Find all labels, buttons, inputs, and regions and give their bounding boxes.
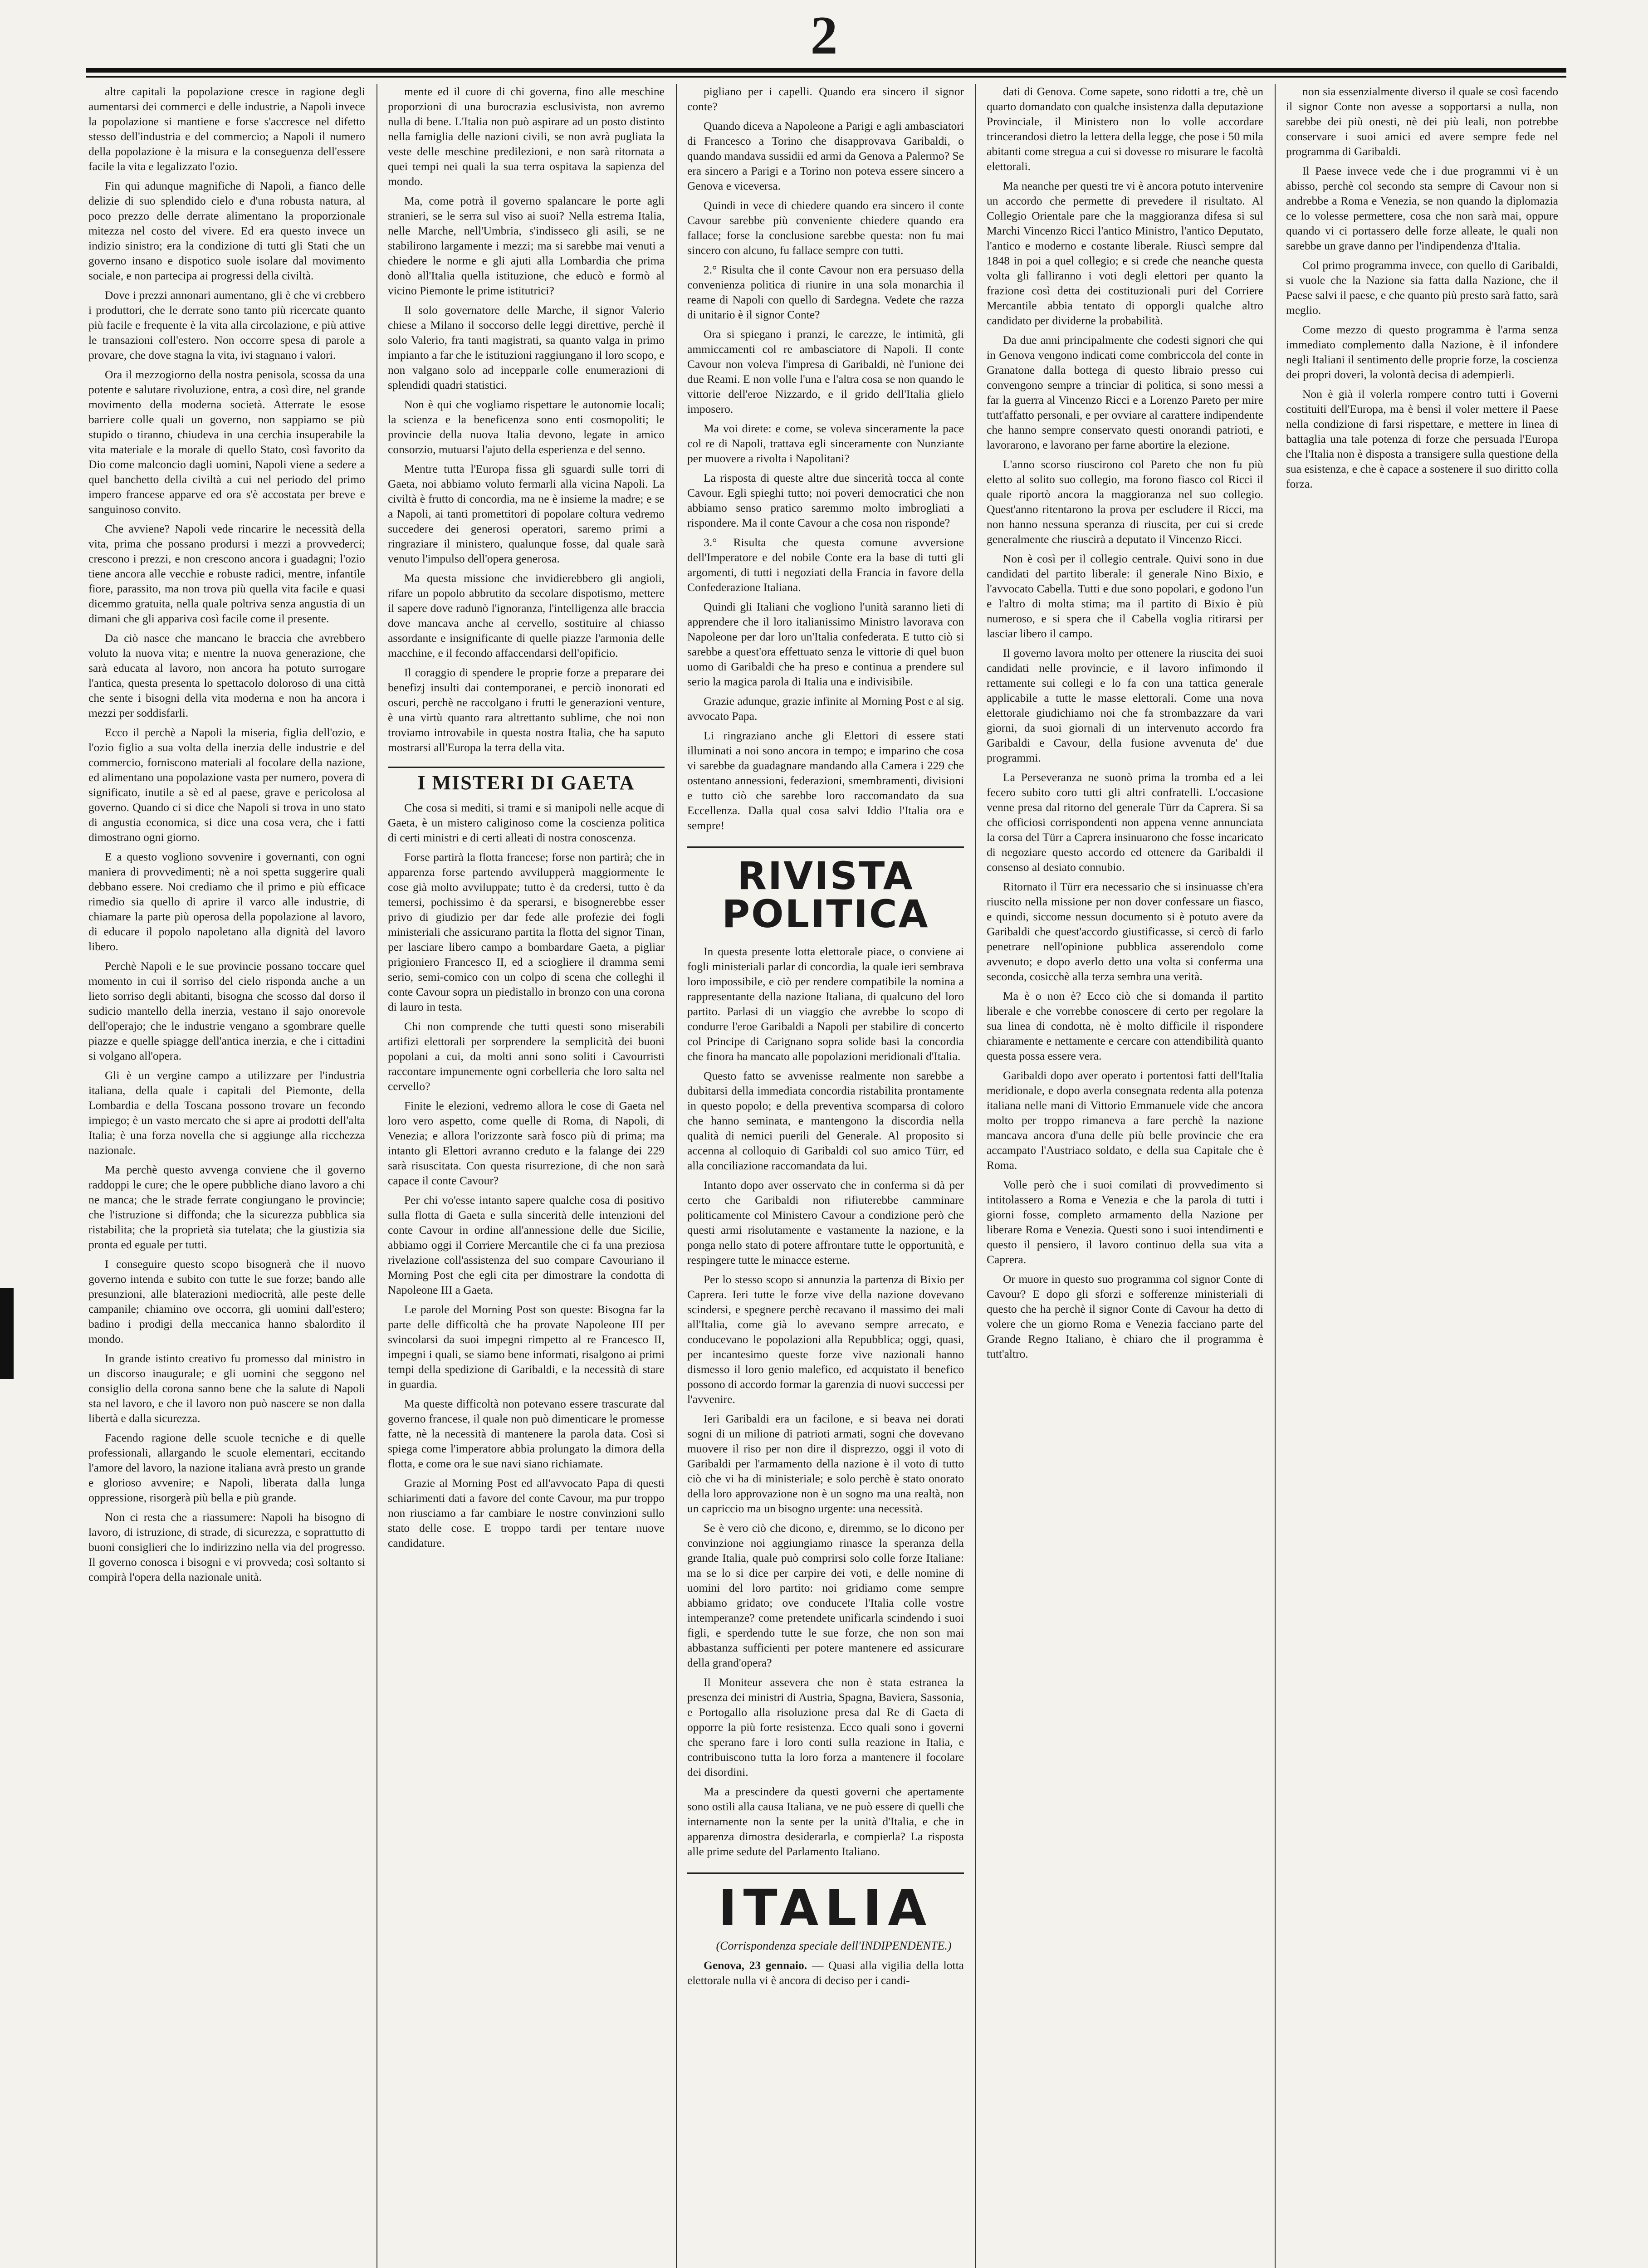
paragraph: Quindi gli Italiani che vogliono l'unità saranno lieti di apprendere che il loro italianissimo Ministro lavorava con Napoleone per dar loro un'Italia confederata. E tutto ciò si sarebbe a quest'ora effettuato senza le vittorie di quel buon uomo di Garibaldi che ha preso e continua a prendere sul serio la magica parola di Italia una e indivisibile.: [687, 600, 964, 688]
correspondence-subtitle: (Corrispondenza speciale dell'INDIPENDENTE.): [716, 1939, 952, 1952]
paragraph: Forse partirà la flotta francese; forse non partirà; che in apparenza forse partendo avvilupperà maggiormente le cose già molto avviluppate; tutto è da credersi, tutto è da temersi, pochissimo è da sperarsi, e bisognerebbe esser privo di giudizio per dar fede alle profezie dei fogli ministeriali che assicurano partita la flotta del signor Tinan, per lasciare libero campo a bombardare Gaeta, a pigliar prigioniero Francesco II, ed a sciogliere il dramma semi serio, semi-comico con un colpo di scena che colleghi il conte Cavour sopra un piedistallo in bronzo con una corona di lauro in testa.: [388, 850, 665, 1013]
paragraph: Facendo ragione delle scuole tecniche e di quelle professionali, allargando le scuole elementari, eccitando l'amore del lavoro, la nazione italiana avrà presto un grande e glorioso avvenire; e Napoli, liberata dalla lunga oppressione, risorgerà più bella e più grande.: [88, 1431, 365, 1504]
paragraph: Ma è o non è? Ecco ciò che si domanda il partito liberale e che vorrebbe conoscere di certo per regolare la sua linea di condotta, nè è molto difficile il rispondere chiaramente e nettamente e cercare con attendibilità quanto questa possa essere vera.: [987, 989, 1263, 1062]
header-rule: [86, 68, 1566, 73]
column-3: [687, 84, 964, 2268]
paragraph: Ieri Garibaldi era un facilone, e si beava nei dorati sogni di un milione di patrioti armati, sogni che dovevano muovere il riso per non dire il disprezzo, oggi il voto di Garibaldi per l'armamento della nazione è il voto di tutto ciò che vi ha di ministeriale; e solo perchè è stato onorato della loro approvazione non è un sogno ma una realtà, non un capriccio ma un bisogno urgente: una necessità.: [687, 1412, 964, 1515]
paragraph: Il coraggio di spendere le proprie forze a preparare dei benefizj insulti dai contemporanei, e perciò inonorati ed oscuri, perchè ne raccolgano i frutti le generazioni venture, è una virtù quanto rara altrettanto sublime, che noi non troviamo introvabile in questa nostra Italia, che ha saputo mostrarsi all'Europa la terra della vita.: [388, 666, 665, 754]
paragraph: Il Moniteur assevera che non è stata estranea la presenza dei ministri di Austria, Spagna, Baviera, Sassonia, e Portogallo alla risoluzione presa dal Re di Gaeta di opporre la più forte resistenza. Ecco quali sono i governi che sperano fare i loro conti sulla reazione in Italia, e contribuiscono tutta la loro forza a mantenere il focolare dei disordini.: [687, 1676, 964, 1779]
paragraph: Grazie adunque, grazie infinite al Morning Post e al sig. avvocato Papa.: [687, 694, 964, 723]
section-heading-misteri: I MISTERI DI GAETA: [388, 767, 665, 790]
paragraph: Volle però che i suoi comilati di provvedimento si intitolassero a Roma e Venezia e che la parola di tutti i giorni fosse, completo armamento della Nazione per liberare Roma e Venezia. Questi sono i suoi intendimenti e questo il pensiero, il lavoro continuo della sua vita a Caprera.: [987, 1178, 1263, 1266]
paragraph: Ora si spiegano i pranzi, le carezze, le intimità, gli ammiccamenti col re ambasciatore di Napoli. Il conte Cavour non voleva l'impresa di Garibaldi, nè l'unione dei due Reami. E non volle l'una e l'altra cosa se non quando le vittorie dell'eroe Nizzardo, e il grido dell'Italia glielo imposero.: [687, 327, 964, 415]
paragraph: Che avviene? Napoli vede rincarire le necessità della vita, prima che possano prodursi i mezzi a provvederci; crescono i prezzi, e non crescono ancora i guadagni; l'ozio tiene ancora alle vecchie e robuste radici, mentre, infantile fiore, parassito, ma non trova più quella vita facile e quasi dicemmo gratuita, nella quale poltriva senza angustia di un dimani che gli appariva così facile come il presente.: [88, 522, 365, 625]
paragraph: Per chi vo'esse intanto sapere qualche cosa di positivo sulla flotta di Gaeta e sulla sincerità delle intenzioni del conte Cavour in ordine all'annessione delle due Sicilie, abbiamo oggi il Corriere Mercantile che ci fa una preziosa rivelazione coll'assistenza del suo compare Cavouriano il Morning Post che egli cita per dimostrare la condotta di Napoleone III a Gaeta.: [388, 1193, 665, 1296]
paragraph: Li ringraziano anche gli Elettori di essere stati illuminati a noi sono ancora in tempo; e imparino che cosa vi sarebbe da guadagnare mandando alla Camera i 229 che ostentano annessioni, federazioni, smembramenti, divisioni e tutto ciò che sarebbe loro raccomandato da sua Eccellenza. Dalla qual cosa salvi Iddio l'Italia ora e sempre!: [687, 729, 964, 832]
paragraph: Le parole del Morning Post son queste: Bisogna far la parte delle difficoltà che ha provate Napoleone III per svincolarsi da suoi impegni rimpetto al re Francesco II, impegni i quali, se siamo bene informati, risalgono ai primi tempi della spedizione di Garibaldi, e la necessità di stare in guardia.: [388, 1303, 665, 1391]
paragraph: Ma, come potrà il governo spalancare le porte agli stranieri, se le serra sul viso ai suoi? Nella estrema Italia, nelle Marche, nell'Umbria, s'indisseco gli asili, se ne stabilirono largamente i mezzi; ma si sarebbe mai venuti a chiedere le norme e gli ajuti alla Lombardia che prima donò all'Italia quella istituzione, che educò e formò al vicino Piemonte le prime istitutrici?: [388, 194, 665, 297]
paragraph: In questa presente lotta elettorale piace, o conviene ai fogli ministeriali parlar di concordia, la quale ieri sembrava loro impossibile, e ciò per rendere compatibile la nomina a rappresentante della nazione Italiana, di qualcuno del loro partito. Parlasi di un viaggio che avrebbe lo scopo di condurre l'eroe Garibaldi a Napoli per stabilire di concerto col Principe di Carignano sopra solide basi la concordia che finora ha mancato alle popolazioni meridionali d'Italia.: [687, 945, 964, 1063]
column-separator: [1275, 84, 1276, 2268]
paragraph: Ora il mezzogiorno della nostra penisola, scossa da una potente e salutare rivoluzione, entra, a così dire, nel grande movimento della moderna società. Atterrate le esose barriere colle quali un governo, non sappiamo se più stupido o tiranno, chiudeva in una cerchia insuperabile la vita materiale e la morale di quello Stato, così favorito da Dio come malconcio dagli uomini, Napoli viene a sedere a quel banchetto della civiltà a cui nel periodo del primo impero francese apparve ed ora s'è accostata per breve e sanguinoso convito.: [88, 368, 365, 516]
section-heading-rivista: RIVISTA POLITICA: [687, 846, 964, 933]
paragraph: Il solo governatore delle Marche, il signor Valerio chiese a Milano il soccorso delle leggi direttive, perchè il solo Valerio, fra tanti magistrati, sa quanto valga in primo impianto a far che le istituzioni raggiungano il loro scopo, e non valgano solo ad incepparle colle enumerazioni di splendidi quadri statistici.: [388, 303, 665, 391]
column-separator: [975, 84, 976, 2268]
paragraph: Non è qui che vogliamo rispettare le autonomie locali; la scienza e la beneficenza sono enti cosmopoliti; le provincie della nuova Italia devono, legate in amico consorzio, mutuarsi l'ajuto della esperienza e del senno.: [388, 398, 665, 456]
column-5: [1286, 84, 1558, 2268]
paragraph: Col primo programma invece, con quello di Garibaldi, si vuole che la Nazione sia fatta dalla Nazione, che il Paese salvi il paese, e che quanto più presto sarà fatto, sarà meglio.: [1286, 259, 1558, 317]
paragraph: Gli è un vergine campo a utilizzare per l'industria italiana, della quale i capitali del Piemonte, della Lombardia e della Toscana possono trovare un fecondo impiego; è un vasto mercato che si apre ai prodotti dell'alta Italia; è una forza novella che si aggiunge alla ricchezza nazionale.: [88, 1069, 365, 1157]
paragraph: mente ed il cuore di chi governa, fino alle meschine proporzioni di una burocrazia esclusivista, non avremo nulla di bene. L'Italia non può aspirare ad un posto distinto nella famiglia delle nazioni civili, se non avrà pugliata la veste delle meschine predilezioni, e non sarà ritornata a quei tempi nei quali la sua terra ospitava la sapienza del mondo.: [388, 85, 665, 188]
paragraph: Ma questa missione che invidierebbero gli angioli, rifare un popolo abbrutito da secolare dispotismo, mettere il sapere dove radunò l'ignoranza, l'intelligenza alle braccia dove mancava anche al cervello, sostituire al chiasso assordante e insignificante di quelle piazze l'armonia delle macchine, e il fecondo affaccendarsi dell'opificio.: [388, 572, 665, 660]
paragraph: non sia essenzialmente diverso il quale se così facendo il signor Conte non avesse a sopportarsi a nulla, non sarebbe dei più onesti, nè dei più leali, non potrebbe conservare i suoi amici ed avere sempre fede nel programma di Garibaldi.: [1286, 85, 1558, 158]
paragraph: Che cosa si mediti, si trami e si manipoli nelle acque di Gaeta, è un mistero caliginoso come la coscienza politica di certi ministri e di certi alleati di nostra conoscenza.: [388, 801, 665, 844]
paragraph: Garibaldi dopo aver operato i portentosi fatti dell'Italia meridionale, e dopo averla consegnata redenta alla potenza italiana nelle mani di Vittorio Emmanuele vide che ancora molto per troppo rimaneva a fare perchè la nazione mancava ancora d'una delle più belle provincie che era accampato l'Austriaco soldato, e della sua Capitale che è Roma.: [987, 1069, 1263, 1172]
paragraph: La risposta di queste altre due sincerità tocca al conte Cavour. Egli spieghi tutto; noi poveri democratici che non abbiamo senso pratico saremmo molto imbrogliati a rispondere. Ma il conte Cavour a che cosa non risponde?: [687, 471, 964, 529]
paragraph: I conseguire questo scopo bisognerà che il nuovo governo intenda e subito con tutte le sue forze; bando alle presunzioni, alle blaterazioni mediocrità, alle peste delle campanile; chiamino ove occorra, gli uomini dall'estero; badino i prodigi della meccanica hanno sbalordito il mondo.: [88, 1257, 365, 1345]
dateline-paragraph: Genova, 23 gennaio. — Quasi alla vigilia della lotta elettorale nulla vi è ancora di deciso per i candi-: [687, 1959, 964, 1987]
paragraph: Finite le elezioni, vedremo allora le cose di Gaeta nel loro vero aspetto, come quelle di Roma, di Napoli, di Venezia; e allora l'orizzonte sarà fosco più di prima; ma intanto gli Elettori avranno creduto e la falange dei 229 sarà risuscitata. Con questa risurrezione, di che non sarà capace il conte Cavour?: [388, 1099, 665, 1187]
paragraph: L'anno scorso riuscirono col Pareto che non fu più eletto al solito suo collegio, ma forono fiasco col Ricci il quale riportò ancora la maggioranza nel suo collegio. Quest'anno ritentarono la prova per escludere il Ricci, ma non hanno nessuna speranza di riuscita, per cui si crede generalmente che riuscirà a deputato il Vincenzo Ricci.: [987, 458, 1263, 546]
paragraph: In grande istinto creativo fu promesso dal ministro in un discorso inaugurale; e gli uomini che seggono nel consiglio della corona sanno bene che la salute di Napoli sta nel lavoro, e che il lavoro non può nascere se non dalla libertà e dalla sicurezza.: [88, 1352, 365, 1425]
paragraph: altre capitali la popolazione cresce in ragione degli aumentarsi dei commerci e delle industrie, a Napoli invece la popolazione si mantiene e forse s'accresce nel difetto stesso dell'industria e del commercio; a Napoli il numero della popolazione è la misura e la conseguenza dell'essere facile la vita e legalizzato l'ozio.: [88, 85, 365, 173]
dateline-place: Genova, 23 gennaio.: [704, 1959, 807, 1972]
paragraph: Ma voi direte: e come, se voleva sinceramente la pace col re di Napoli, trattava egli sinceramente con Nunziante per muovere a rivolta i Napolitani?: [687, 422, 964, 465]
column-2: [388, 84, 665, 2268]
page-number: 2: [810, 5, 838, 65]
paragraph: Ecco il perchè a Napoli la miseria, figlia dell'ozio, e l'ozio figlio a sua volta della inerzia delle industrie e del commercio, forniscono materiali al focolare della nazione, ed alimentano una popolazione vasta per numero, povera di significato, inutile a sè ed al paese, grave e pericolosa al governo. Quando ci si dice che Napoli si trova in uno stato di angustia economica, si dice una cosa vera, che i fatti dimostrano ogni giorno.: [88, 726, 365, 844]
paragraph: Il governo lavora molto per ottenere la riuscita dei suoi candidati nelle provincie, e il lavoro infimondo il rettamente sui collegi e lo fa con una tattica generale applicabile a tutte le masse elettorali. Come una nova elettorale giudichiamo noi che fa strombazzare da vari giorni, da suoi giornali di un intervenuto accordo fra Garibaldi e Cavour, della fusione avvenuta de' due programmi.: [987, 646, 1263, 764]
paragraph: Non è così per il collegio centrale. Quivi sono in due candidati del partito liberale: il generale Nino Bixio, e l'avvocato Cabella. Tutti e due sono popolari, e godono l'un e l'altro di molta stima; ma il partito di Bixio è più numeroso, e si spera che il Cabella voglia ritirarsi per lasciar libero il campo.: [987, 552, 1263, 640]
dateline-text: Quasi alla vigilia della lotta elettorale nulla vi è ancora di deciso per i candi-: [687, 1959, 964, 1987]
paragraph: 2.° Risulta che il conte Cavour non era persuaso della convenienza politica di riunire in una sola monarchia il reame di Napoli con quello di Sardegna. Vedete che razza di unitario è il signor Conte?: [687, 263, 964, 321]
column-separator: [676, 84, 677, 2268]
paragraph: 3.° Risulta che questa comune avversione dell'Imperatore e del nobile Conte era la base di tutti gli argomenti, di tutti i negoziati della Francia in favore della Confederazione Italiana.: [687, 536, 964, 594]
paragraph: Ma perchè questo avvenga conviene che il governo raddoppi le cure; che le opere pubbliche diano lavoro a chi ne manca; che le strade ferrate congiungano le provincie; che l'istruzione si diffonda; che la sicurezza pubblica sia ristabilita; che la proprietà sia tutelata; che la giustizia sia pronta ed eguale per tutti.: [88, 1163, 365, 1251]
paragraph: Ma queste difficoltà non potevano essere trascurate dal governo francese, il quale non può dimenticare le promesse fatte, nè la necessità di mantenere la parola data. Così si spiega come l'imperatore abbia prolungato la dimora della flotta, e come ora le sue navi siano richiamate.: [388, 1397, 665, 1470]
paragraph: Mentre tutta l'Europa fissa gli sguardi sulle torri di Gaeta, noi abbiamo voluto fermarli alla vicina Napoli. La civiltà è frutto di concordia, ma ne è insieme la madre; e se a Napoli, ai tanti promettitori di popolare coltura vedremo succedere dei generosi operatori, saremo primi a ringraziare il ministero, qualunque fosse, dal quale sarà venuto l'impulso dell'opera generosa.: [388, 462, 665, 565]
paragraph: Intanto dopo aver osservato che in conferma si dà per certo che Garibaldi non rifiuterebbe camminare politicamente col Ministero Cavour a condizione però che questi armi risolutamente e vastamente la nazione, e la ponga nello stato di potere affrontare tutte le opportunità, e respingere tutte le minacce esterne.: [687, 1178, 964, 1266]
paragraph: Ritornato il Türr era necessario che si insinuasse ch'era riuscito nella missione per non dover confessare un fiasco, e quindi, siccome nessun documento si è potuto avere da Garibaldi che quest'accordo giustificasse, si cercò di farlo penetrare nell'opinione pubblica asserendolo come avvenuto; e dopo averlo detto una volta si conferma una seconda, cosicchè alla terza sembra una verità.: [987, 880, 1263, 983]
paragraph: Chi non comprende che tutti questi sono miserabili artifizi elettorali per sorprendere la semplicità dei buoni popolani a cui, da molti anni sono soliti i Cavourristi raccontare impunemente ogni corbelleria che loro salta nel cervello?: [388, 1020, 665, 1093]
paragraph: Da ciò nasce che mancano le braccia che avrebbero voluto la nuova vita; e mentre la nuova generazione, che sarà educata al lavoro, non ancora ha potuto surrogare l'antica, questa presenta lo spettacolo doloroso di una città che sente i bisogni della vita moderna e non ha ancora i mezzi per soddisfarli.: [88, 631, 365, 719]
paragraph: La Perseveranza ne suonò prima la tromba ed a lei fecero subito coro tutti gli altri confratelli. L'occasione venne presa dal ritorno del generale Türr da Caprera. Si sa che officiosi corrispondenti non appena venne annunciata la corsa del Türr a Caprera insinuarono che fosse incaricato di negoziare questo accordo ed ottenere da Garibaldi il consenso al desiato connubio.: [987, 771, 1263, 874]
paragraph: Da due anni principalmente che codesti signori che qui in Genova vengono indicati come combriccola del conte in Granatone dalla bottega di questo libraio presso cui convengono sempre a trinciar di politica, si sono messi a far la guerra al Vincenzo Ricci e a Lorenzo Pareto per mire tutt'affatto personali, e per ovviare al carattere indipendente che hanno sempre conservato questi onorandi patrioti, e lavorarono, e lavorano per farne abortire la elezione.: [987, 333, 1263, 451]
paragraph: dati di Genova. Come sapete, sono ridotti a tre, chè un quarto domandato con qualche insistenza dalla deputazione Provinciale, il Ministero non lo volle accordare trincerandosi dietro la lettera della legge, che pose i 50 mila abitanti come stregua a cui si dovesse ro misurare le facoltà elettorali.: [987, 85, 1263, 173]
section-heading-italia: ITALIA: [687, 1872, 964, 1933]
paragraph: Grazie al Morning Post ed all'avvocato Papa di questi schiarimenti dati a favore del conte Cavour, ma pur troppo non riusciamo a far cambiare le nostre convinzioni sullo stato delle cose. E troppo tardi per tentare nuove candidature.: [388, 1476, 665, 1549]
paragraph: Perchè Napoli e le sue provincie possano toccare quel momento in cui il sorriso del cielo risponda anche a un lieto sorriso degli abitanti, bisogna che scosso dal dorso il sudicio mantello della inerzia, vestano il sajo onorevole dell'operajo; che le industrie vengano a sgombrare quelle piazze e quelle spiagge dell'antica inerzia, e che i cittadini si volgano all'opera.: [88, 959, 365, 1062]
paragraph: Il Paese invece vede che i due programmi vi è un abisso, perchè col secondo sta sempre di Cavour non si andrebbe a Roma e Venezia, se non quando la diplomazia ce lo volesse permettere, cosa che non sarà mai, oppure quando vi ci portassero delle forze alleate, le quali non sarebbe un grave danno per l'indipendenza d'Italia.: [1286, 164, 1558, 252]
paragraph: Se è vero ciò che dicono, e, diremmo, se lo dicono per convinzione noi aggiungiamo rinasce la speranza della grande Italia, quale può comprirsi solo colle forze Italiane: ma se lo si dice per carpire dei voti, e delle nomine di uomini del loro partito: noi gridiamo come sempre abbiamo gridato; ove conducete l'Italia colle vostre intemperanze? come pretendete unificarla scindendo i suoi figli, e sperdendo tutte le sue forze, che non son mai abbastanza sufficienti per potere mantenere ed assicurare della grand'opera?: [687, 1521, 964, 1669]
paragraph: Dove i prezzi annonari aumentano, gli è che vi crebbero i produttori, che le derrate sono tanto più ricercate quanto più facile e frequente è la vita alla circolazione, e più attive le transazioni coll'estero. Non occorre spesa di parole a provare, che dove stagna la vita, ivi stagnano i valori.: [88, 288, 365, 362]
paragraph: Ma neanche per questi tre vi è ancora potuto intervenire un accordo che permette di prevedere il risultato. Al Collegio Orientale pare che la maggioranza difesa si sul Marchi Vincenzo Ricci l'antico Ministro, l'antico Deputato, l'antico e moderno e costante liberale. Riuscì sempre dal 1848 in poi a quel collegio; e si crede che neanche questa volta gli falliranno i voti degli elettori per quanto la frazione così detta dei costituzionali puri del Corriere Mercantile abbia tentato di opporgli qualche altro candidato per dividerne la probabilità.: [987, 179, 1263, 327]
paragraph: Quando diceva a Napoleone a Parigi e agli ambasciatori di Francesco a Torino che disapprovava Garibaldi, o quando mandava sussidii ed armi da Genova a Palermo? Se era sincero a Parigi e a Torino non poteva essere sincero a Genova e viceversa.: [687, 119, 964, 192]
scan-edge-shadow: [0, 1288, 14, 1379]
paragraph: Ma a prescindere da questi governi che apertamente sono ostili alla causa Italiana, ve ne può essere di quelli che internamente non la sente per la unità d'Italia, e che in apparenza dimostra desiderarla, e compierla? La risposta alle prime sedute del Parlamento Italiano.: [687, 1785, 964, 1858]
paragraph: Or muore in questo suo programma col signor Conte di Cavour? E dopo gli sforzi e sofferenze ministeriali di questo che ha perchè il signor Conte di Cavour ha detto di volere che un giorno Roma e Venezia facciano parte del Grande Regno Italiano, è chiaro che il programma è tutt'altro.: [987, 1272, 1263, 1360]
paragraph: Per lo stesso scopo si annunzia la partenza di Bixio per Caprera. Ieri tutte le forze vive della nazione dovevano scindersi, e spegnere perchè recavano il massimo dei mali all'Italia, come già lo avevano sempre arrecato, e conducevano le popolazioni alla Repubblica; oggi, quasi, per incantesimo queste forze vive nazionali hanno dismesso il loro genio malefico, ed acquistato il benefico possono di accordo formar la garenzia di nuovi successi per l'avvenire.: [687, 1273, 964, 1406]
paragraph: Fin qui adunque magnifiche di Napoli, a fianco delle delizie di suo splendido cielo e d'una robusta natura, al poco prezzo delle derrate alimentano la proporzionale mitezza nel costo del vivere. Ed era questo invece un indizio sinistro; era la condizione di tutti gli Stati che un governo insano e dispotico suole isolare dal movimento sociale, e non partecipa ai progressi della civiltà.: [88, 179, 365, 282]
paragraph: E a questo vogliono sovvenire i governanti, con ogni maniera di provvedimenti; nè a noi spetta suggerire quali debbano essere. Noi crediamo che il primo e più efficace rimedio sia quello di aprire il varco alle industrie, di chiamare la parte più operosa della popolazione al lavoro, di educare il popolo napoletano alla dignità del lavoro libero.: [88, 850, 365, 953]
paragraph: Non è già il volerla rompere contro tutti i Governi costituiti dell'Europa, ma è bensì il voler mettere il Paese nella condizione di farsi rispettare, e mettere in linea di battaglia una tale potenza di forze che persuada l'Europa che l'Italia non è disposta a transigere sulla questione della sua esistenza, e che è capace a sostenere il suo diritto colla forza.: [1286, 387, 1558, 490]
header-rule-thin: [86, 76, 1566, 78]
paragraph: Quindi in vece di chiedere quando era sincero il conte Cavour sarebbe più conveniente chiedere quando era fallace; forse la conclusione sarebbe questa: non fu mai sincero con alcuno, fu fallace sempre con tutti.: [687, 199, 964, 257]
paragraph: Come mezzo di questo programma è l'arma senza immediato complemento dalla Nazione, è il infondere negli Italiani il sentimento delle proprie forze, la coscienza dei propri doveri, la volontà decisa di adempierli.: [1286, 323, 1558, 381]
paragraph: Non ci resta che a riassumere: Napoli ha bisogno di lavoro, di istruzione, di strade, di sicurezza, e soprattutto di buoni consiglieri che lo indirizzino nella via del progresso. Il governo conosca i bisogni e vi provveda; così soltanto si compirà l'opera della nazionale unità.: [88, 1510, 365, 1584]
paragraph: Questo fatto se avvenisse realmente non sarebbe a dubitarsi della immediata concordia ristabilita prontamente in questo popolo; e della preventiva scomparsa di coloro che hanno seminata, e mantengono la discordia nella qualità di nemici puerili del Generale. Al proposito si accenna al colloquio di Garibaldi col suo amico Türr, ed alla conciliazione raccomandata da lui.: [687, 1069, 964, 1172]
column-1: [88, 84, 365, 2268]
column-4: [987, 84, 1263, 2268]
paragraph: pigliano per i capelli. Quando era sincero il signor conte?: [687, 85, 964, 113]
